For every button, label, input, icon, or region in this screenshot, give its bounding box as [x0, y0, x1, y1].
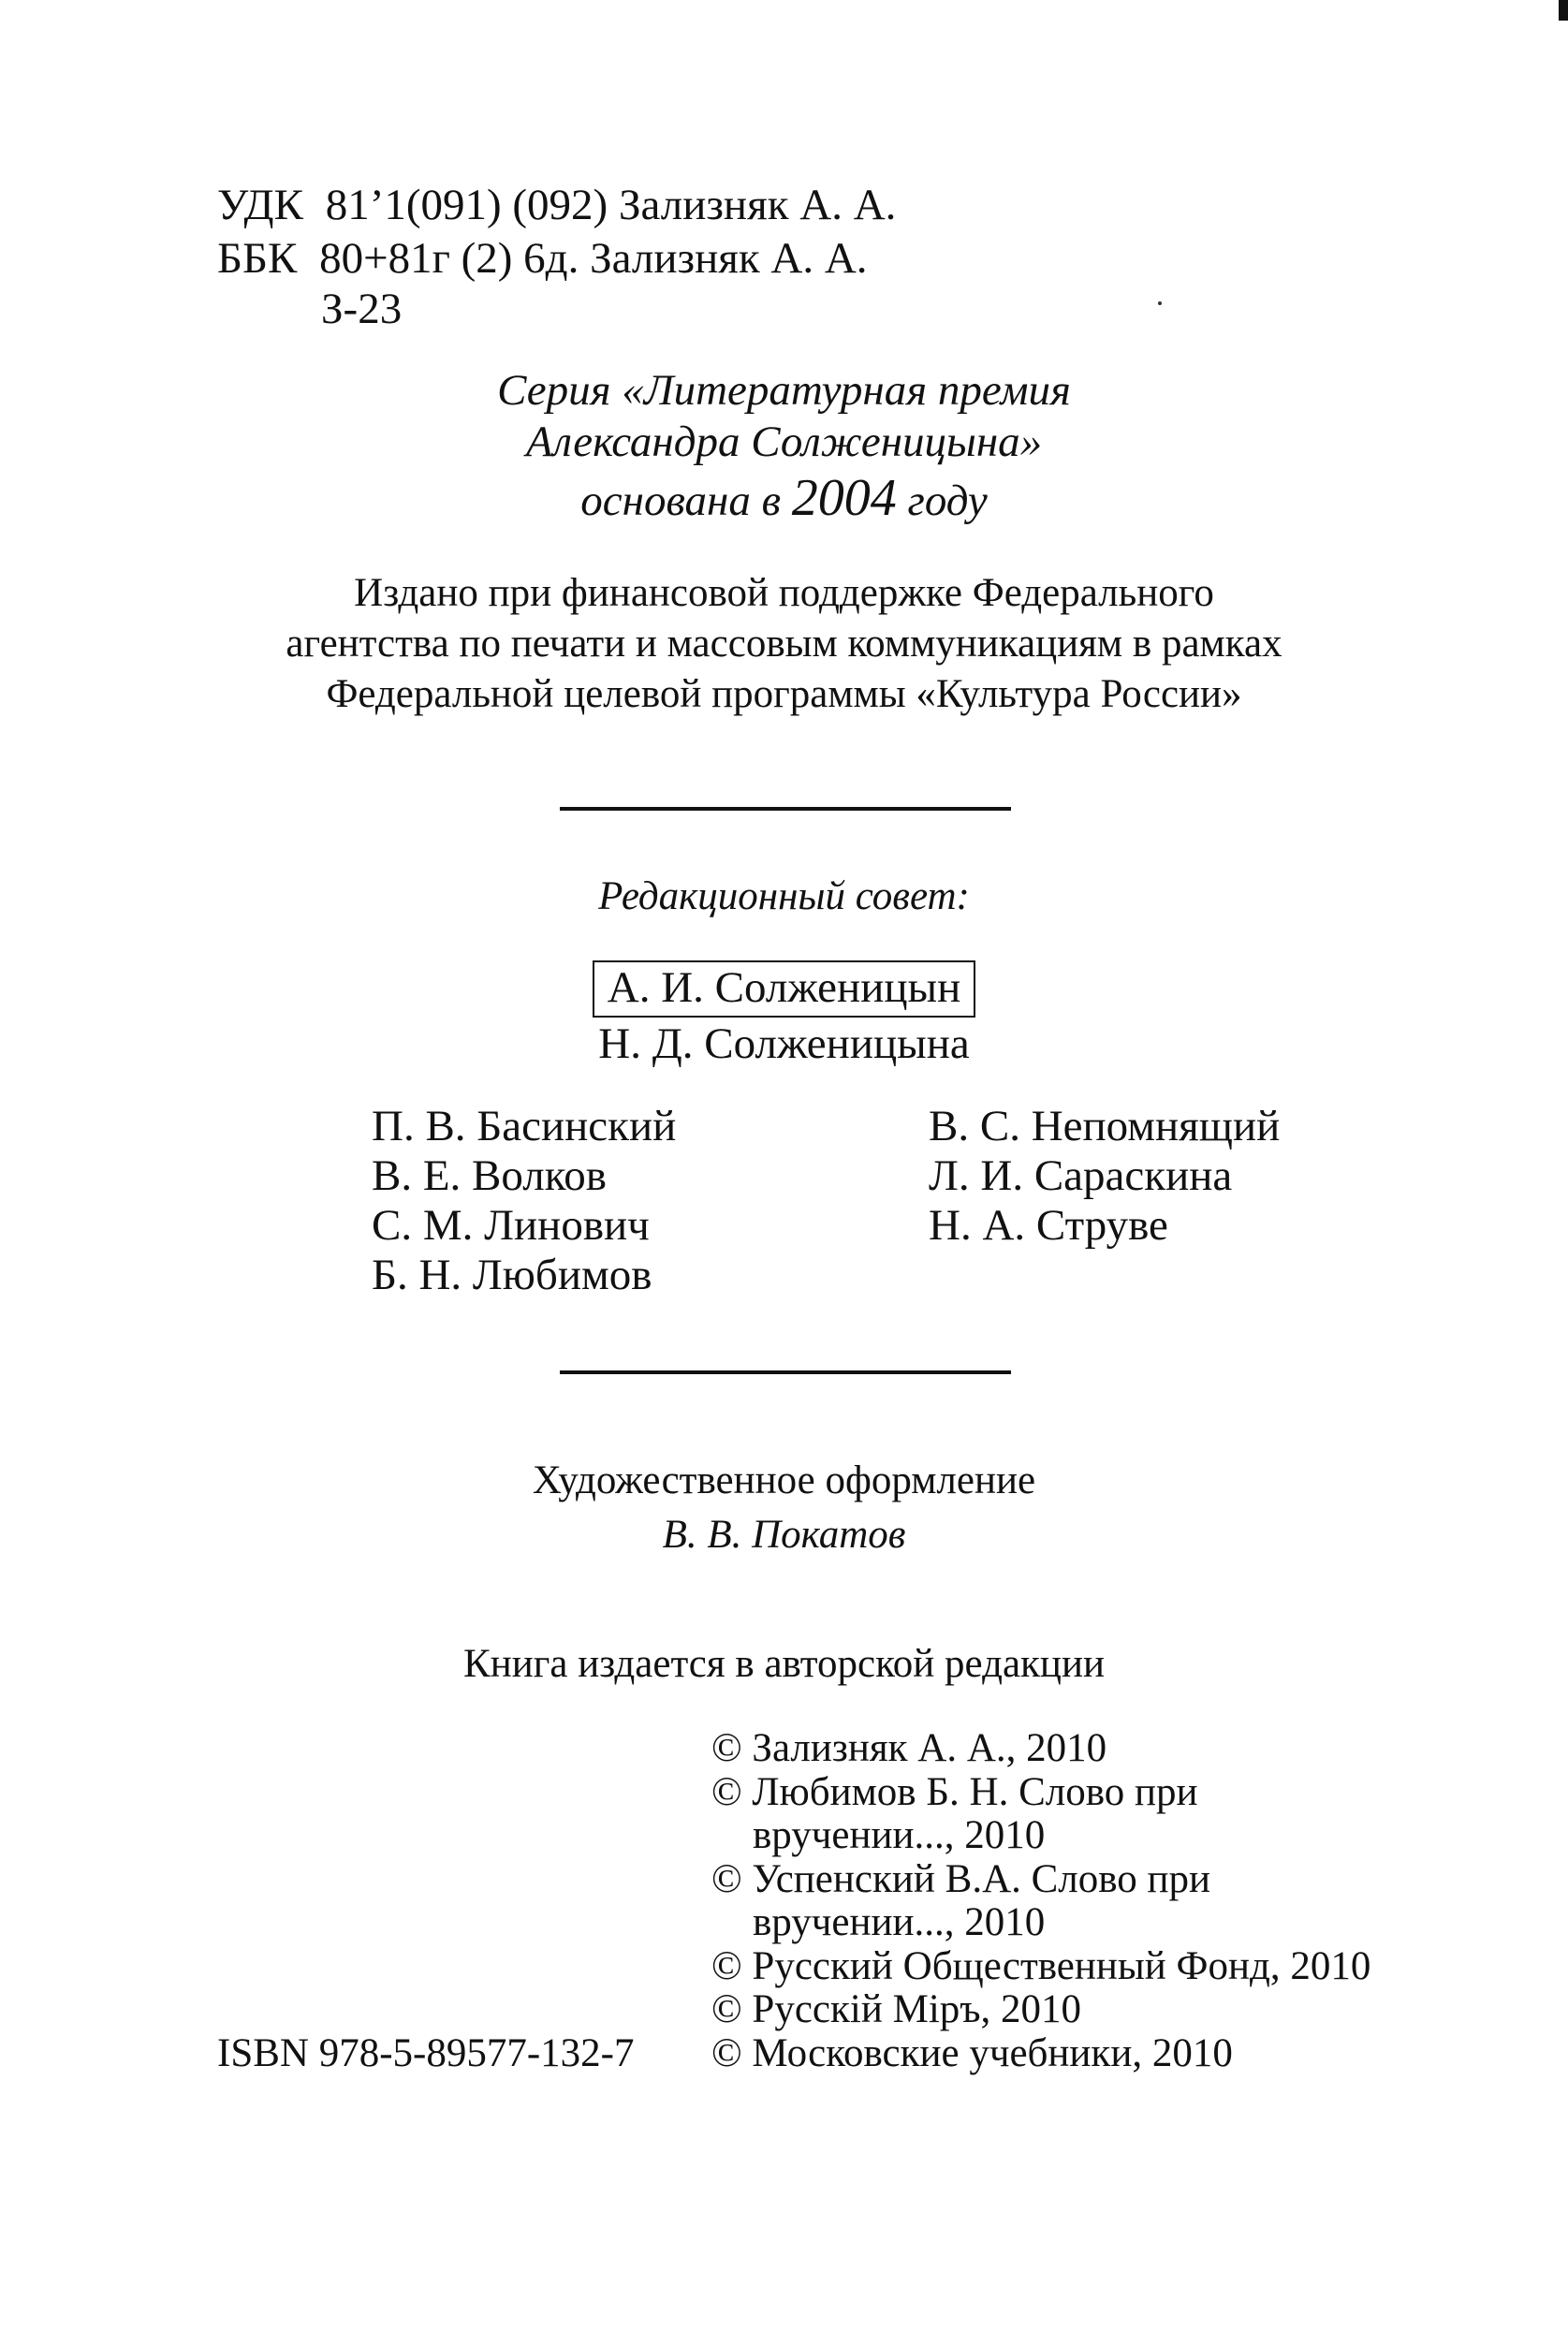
- copyright-line: © Любимов Б. Н. Слово при: [711, 1769, 1198, 1814]
- board-member: Н. А. Струве: [929, 1201, 1168, 1250]
- board-member: С. М. Линович: [372, 1201, 650, 1250]
- board-right-column: [929, 1102, 1281, 1253]
- divider-rule-top: [560, 807, 1011, 811]
- design-credit-name: В. В. Покатов: [662, 1513, 906, 1557]
- series-line-2: Александра Солженицына»: [525, 418, 1043, 466]
- funding-line-2: агентства по печати и массовым коммуникациям в рамках: [286, 622, 1282, 666]
- scan-edge-mark: [1559, 0, 1568, 21]
- series-founded-prefix: основана в: [580, 476, 781, 525]
- copyright-line: © Русский Общественный Фонд, 2010: [711, 1943, 1371, 1988]
- funding-line-1: Издано при финансовой поддержке Федерального: [354, 571, 1214, 615]
- series-line-3: [0, 469, 1568, 527]
- board-member: В. С. Непомнящий: [929, 1102, 1281, 1150]
- series-founded-suffix: году: [907, 476, 988, 525]
- board-member: В. Е. Волков: [372, 1151, 607, 1200]
- board-member: Л. И. Сараскина: [929, 1151, 1233, 1200]
- series-line-1: Серия «Литературная премия: [497, 366, 1071, 415]
- edition-note: Книга издается в авторской редакции: [463, 1642, 1105, 1686]
- scan-speck: [1158, 301, 1162, 305]
- copyright-line: © Зализняк А. А., 2010: [711, 1726, 1107, 1770]
- udk-label: УДК: [217, 181, 303, 229]
- copyright-line: © Русскій Міръ, 2010: [711, 1987, 1082, 2031]
- funding-line-3: Федеральной целевой программы «Культура России»: [326, 672, 1242, 716]
- copyright-line: © Московские учебники, 2010: [711, 2030, 1233, 2075]
- copyright-list: [711, 1728, 1370, 2076]
- funding-block: [0, 573, 1568, 725]
- copyright-line: вручении..., 2010: [753, 1900, 1046, 1944]
- isbn: ISBN 978-5-89577-132-7: [217, 2031, 635, 2075]
- copyright-line: © Успенский В.А. Слово при: [711, 1856, 1211, 1901]
- copyright-line: вручении..., 2010: [753, 1813, 1046, 1857]
- board-member: Б. Н. Любимов: [372, 1251, 652, 1299]
- divider-rule-bottom: [560, 1370, 1011, 1374]
- board-chair-row: [0, 960, 1568, 1018]
- udk-line: [217, 183, 896, 227]
- bbk-value: 80+81г (2) 6д. Зализняк А. А.: [319, 234, 868, 283]
- udk-value: 81’1(091) (092) Зализняк А. А.: [325, 181, 897, 229]
- board-heading: Редакционный совет:: [598, 874, 970, 918]
- author-code: З-23: [321, 285, 403, 333]
- board-left-column: [372, 1102, 677, 1303]
- board-chair-name: А. И. Солженицын: [593, 960, 975, 1018]
- design-label: Художественное оформление: [532, 1458, 1036, 1502]
- board-member: П. В. Басинский: [372, 1102, 677, 1150]
- series-block: [0, 366, 1568, 527]
- board-second-name: Н. Д. Солженицына: [598, 1019, 970, 1068]
- bbk-label: ББК: [217, 234, 298, 283]
- bbk-line: [217, 234, 868, 283]
- series-founded-year: 2004: [791, 469, 897, 527]
